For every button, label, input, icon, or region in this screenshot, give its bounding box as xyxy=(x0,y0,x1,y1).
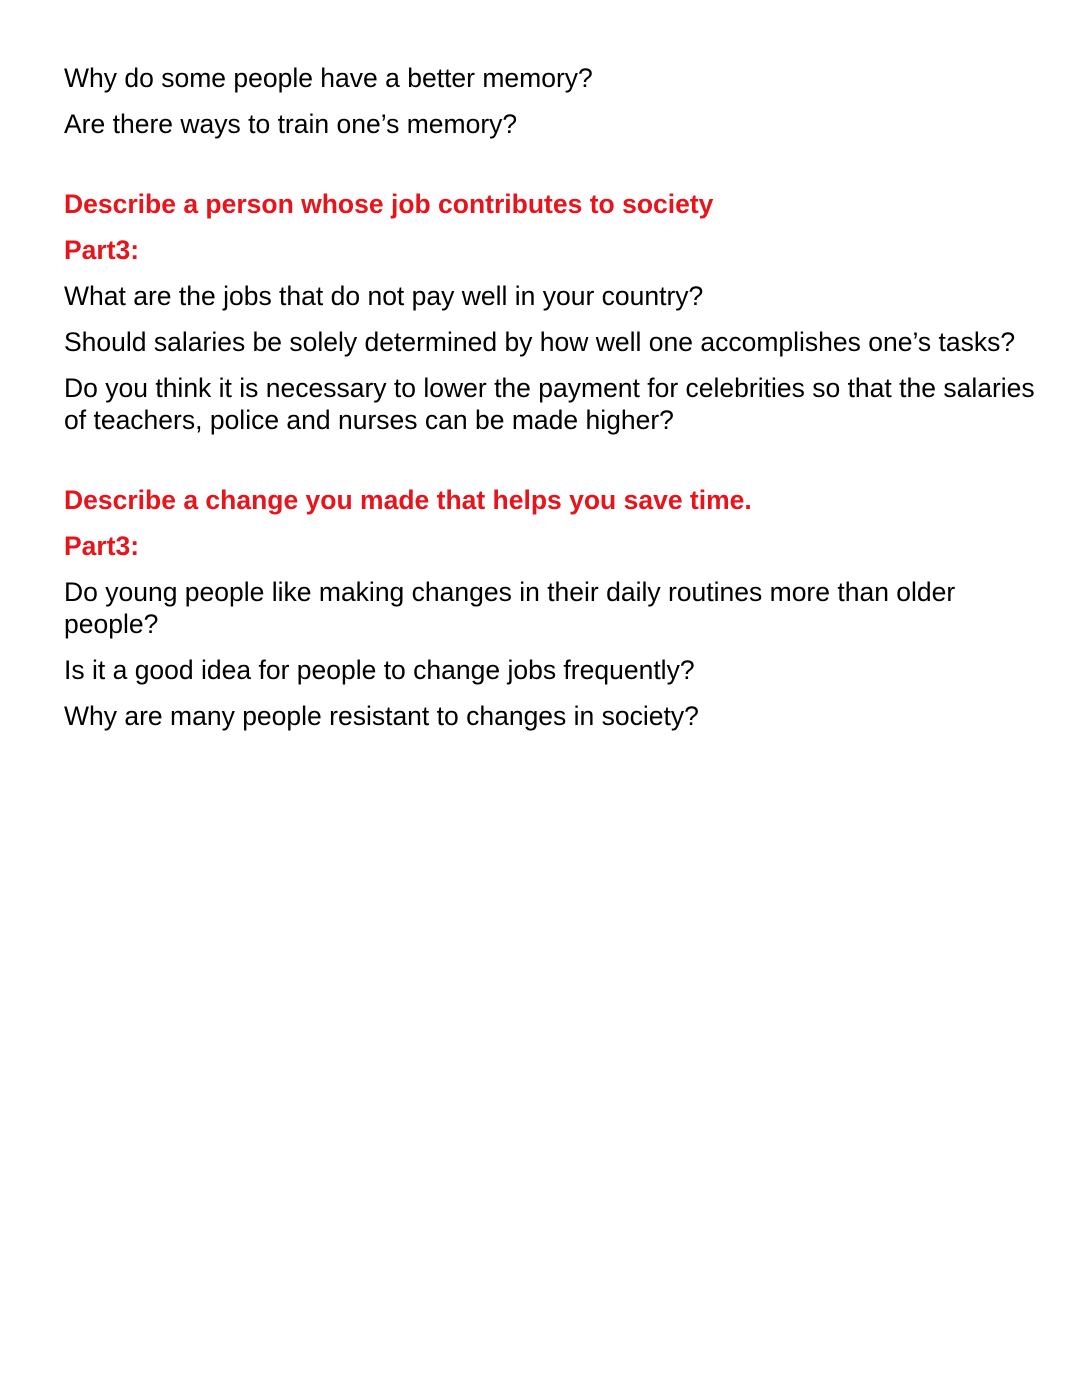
question-item: Do you think it is necessary to lower the payment for celebrities so that the salaries of teachers, police and nurses can be made higher? xyxy=(64,373,1035,435)
question-item: Do young people like making changes in their daily routines more than older people? xyxy=(64,577,956,639)
question-item: What are the jobs that do not pay well in your country? xyxy=(64,281,704,311)
question-intro-2: Are there ways to train one’s memory? xyxy=(64,109,518,139)
question-item: Is it a good idea for people to change jobs frequently? xyxy=(64,655,695,685)
section-spacer xyxy=(64,154,1040,188)
question-intro-1: Why do some people have a better memory? xyxy=(64,63,593,93)
section-job-society xyxy=(64,188,1040,436)
section-title: Describe a person whose job contributes to society xyxy=(64,189,714,219)
section-title: Describe a change you made that helps you save time. xyxy=(64,485,752,515)
part-label: Part3: xyxy=(64,235,140,265)
section-change-save-time xyxy=(64,484,1040,732)
section-spacer xyxy=(64,450,1040,484)
question-item: Should salaries be solely determined by how well one accomplishes one’s tasks? xyxy=(64,327,1016,357)
part-label: Part3: xyxy=(64,531,140,561)
question-item: Why are many people resistant to changes in society? xyxy=(64,701,699,731)
